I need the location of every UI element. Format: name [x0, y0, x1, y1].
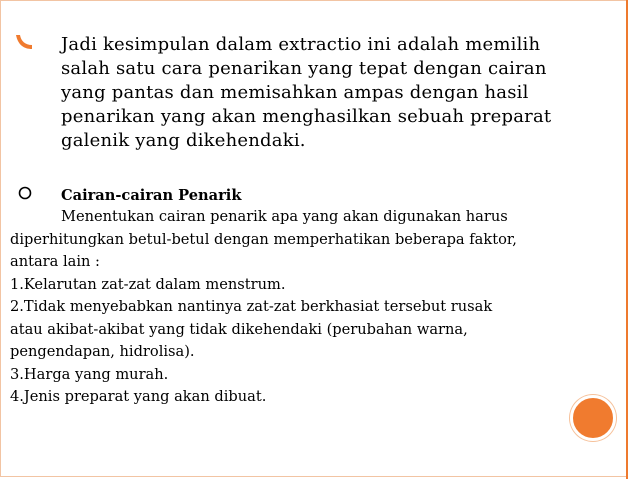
text-line: Jadi kesimpulan dalam extractio ini adalah memilih [61, 34, 541, 55]
text-line: penarikan yang akan menghasilkan sebuah preparat [61, 106, 552, 127]
text-line: pengendapan, hidrolisa). [10, 343, 195, 360]
list-item: 3.Harga yang murah. [10, 365, 169, 383]
curved-bullet-icon [14, 31, 34, 51]
hollow-circle-bullet-icon [16, 184, 34, 202]
orange-circle-decoration [570, 395, 616, 441]
factors-paragraph [10, 206, 610, 409]
slide-frame-right-edge [626, 0, 628, 479]
text-line: salah satu cara penarikan yang tepat dengan cairan [61, 58, 547, 79]
text-line: diperhitungkan betul-betul dengan memperhatikan beberapa faktor, [10, 230, 517, 248]
text-line: galenik yang dikehendaki. [61, 130, 306, 151]
list-item: 4.Jenis preparat yang akan dibuat. [10, 388, 267, 405]
conclusion-paragraph [61, 33, 601, 153]
list-item: 2.Tidak menyebabkan nantinya zat-zat berkhasiat tersebut rusak [10, 298, 493, 315]
list-item: 1.Kelarutan zat-zat dalam menstrum. [10, 275, 286, 293]
text-line: yang pantas dan memisahkan ampas dengan hasil [61, 82, 529, 103]
section-heading: Cairan-cairan Penarik [61, 187, 242, 204]
text-line: Menentukan cairan penarik apa yang akan digunakan harus [61, 208, 508, 225]
text-line: atau akibat-akibat yang tidak dikehendaki (perubahan warna, [10, 320, 468, 338]
text-line: antara lain : [10, 253, 100, 270]
